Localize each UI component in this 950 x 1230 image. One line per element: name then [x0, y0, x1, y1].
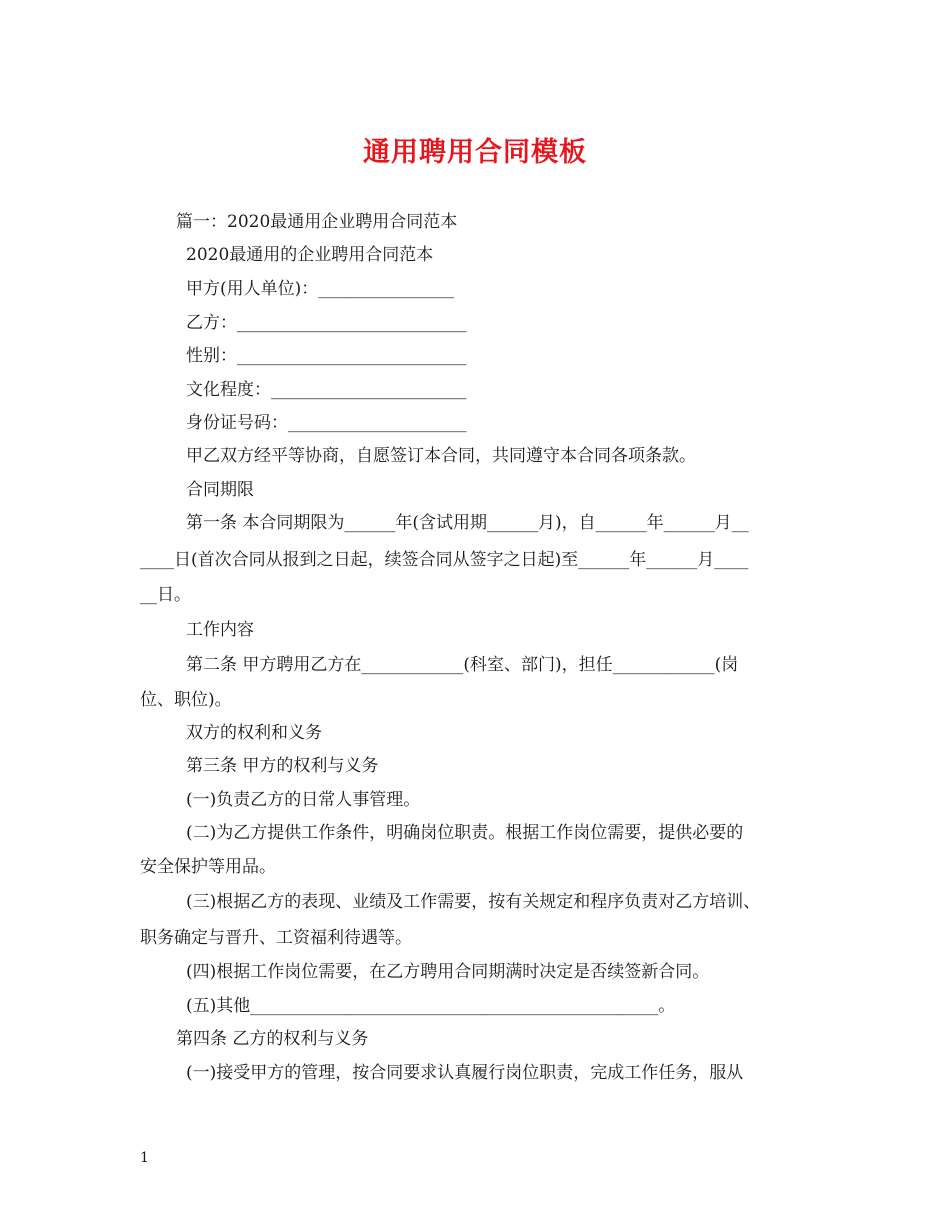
paragraph-line: 第四条 乙方的权利与义务	[176, 1029, 369, 1049]
paragraph-line: 篇一：2020最通用企业聘用合同范本	[176, 212, 458, 232]
paragraph-line: 2020最通用的企业聘用合同范本	[186, 245, 434, 265]
section-heading: 双方的权利和义务	[186, 723, 322, 743]
page-number: 1	[140, 1150, 149, 1166]
paragraph-line: 职务确定与晋升、工资福利待遇等。	[140, 928, 412, 948]
section-heading: 工作内容	[186, 620, 254, 640]
paragraph-line: 性别：___________________________	[186, 346, 467, 366]
paragraph-line: (三)根据乙方的表现、业绩及工作需要，按有关规定和程序负责对乙方培训、	[186, 892, 761, 912]
paragraph-line: 第二条 甲方聘用乙方在____________(科室、部门)，担任____________(岗	[186, 655, 739, 675]
paragraph-line: 乙方：___________________________	[186, 313, 467, 333]
paragraph-line: 安全保护等用品。	[140, 857, 276, 877]
paragraph-line: 第一条 本合同期限为______年(含试用期______月)，自______年______月__	[186, 513, 749, 533]
paragraph-line: (一)负责乙方的日常人事管理。	[186, 790, 421, 810]
document-title: 通用聘用合同模板	[363, 137, 587, 168]
paragraph-line: 甲乙双方经平等协商，自愿签订本合同，共同遵守本合同各项条款。	[186, 446, 696, 466]
paragraph-line: (二)为乙方提供工作条件，明确岗位职责。根据工作岗位需要，提供必要的	[186, 823, 744, 843]
paragraph-line: ____日(首次合同从报到之日起，续签合同从签字之日起)至______年______月____	[140, 550, 749, 570]
paragraph-line: 文化程度：_______________________	[186, 380, 467, 400]
section-heading: 合同期限	[186, 480, 254, 500]
paragraph-line: (四)根据工作岗位需要，在乙方聘用合同期满时决定是否续签新合同。	[186, 962, 710, 982]
paragraph-line: (一)接受甲方的管理，按合同要求认真履行岗位职责，完成工作任务，服从	[186, 1063, 744, 1083]
paragraph-line: __日。	[140, 585, 191, 605]
paragraph-line: (五)其他________________________________________________。	[186, 996, 676, 1016]
paragraph-line: 甲方(用人单位)：________________	[186, 279, 455, 299]
paragraph-line: 身份证号码：_____________________	[186, 413, 467, 433]
paragraph-line: 位、职位)。	[140, 690, 232, 710]
paragraph-line: 第三条 甲方的权利与义务	[186, 756, 379, 776]
